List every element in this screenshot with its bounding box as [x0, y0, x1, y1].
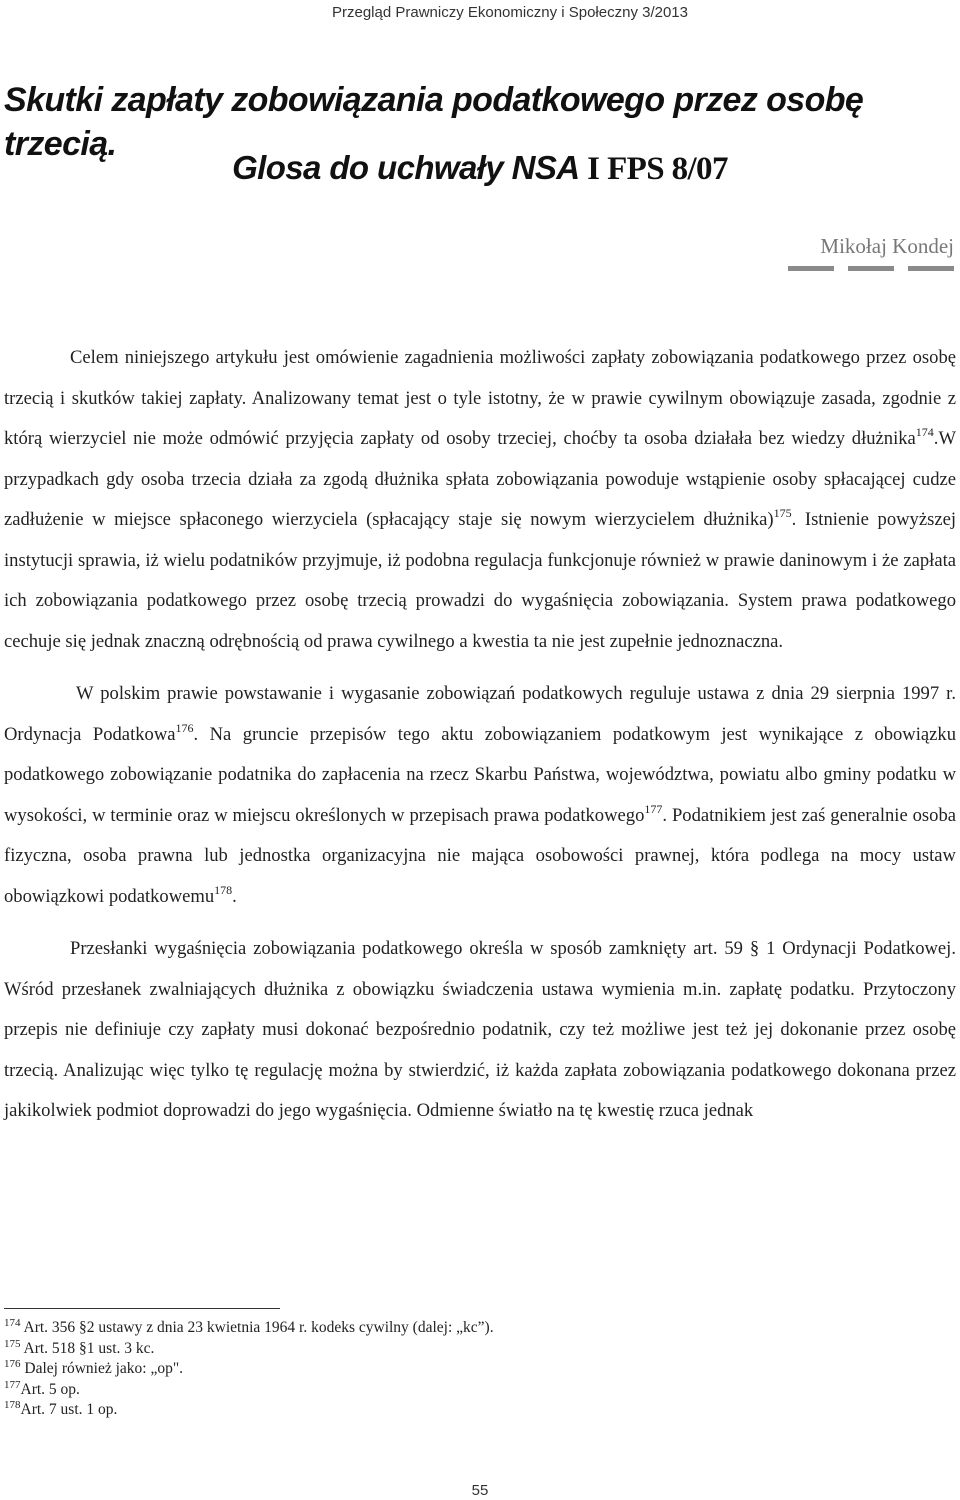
paragraph-3: Przesłanki wygaśnięcia zobowiązania podatkowego określa w sposób zamknięty art. 59 § 1 Ordynacji Podatkowej. Wśród przesłanek zwalniających dłużnika z obowiązku świadczenia ustawa wymienia m.in. zapłatę podatku. Przytoczony przepis nie definiuje czy zapłaty musi dokonać bezpośrednio podatnik, czy też możliwe jest też jej dokonanie przez osobę trzecią. Analizując więc tylko tę regulację można by stwierdzić, iż każda zapłata zobowiązania podatkowego dokonana przez jakikolwiek podmiot doprowadzi do jego wygaśnięcia. Odmienne światło na tę kwestię rzuca jednak: [4, 938, 956, 1121]
author-underline-decoration: [788, 266, 954, 271]
article-title-line-1: Skutki zapłaty zobowiązania podatkowego przez osobę trzecią.: [4, 81, 864, 163]
footnotes: [4, 1318, 904, 1421]
title-gloss-label: Glosa do uchwały NSA: [232, 149, 580, 186]
footnote-ref-175[interactable]: 175: [773, 506, 792, 520]
footnote-176: $^{176}$ Dalej również jako: „op".: [4, 1358, 184, 1378]
footnote-174: $^{174}$ Art. 356 §2 ustawy z dnia 23 kwietnia 1964 r. kodeks cywilny (dalej: „kc”).: [4, 1317, 494, 1336]
page-number: 55: [471, 1482, 489, 1499]
paragraph-2: W polskim prawie powstawanie i wygasanie zobowiązań podatkowych reguluje ustawa z dnia 29 sierpnia 1997 r. Ordynacja Podatkowa$^{176}$. Na gruncie przepisów tego aktu zobowiązaniem podatkowym jest wynikające z obowiązku podatkowego zobowiązanie podatnika do zapłacenia na rzecz Skarbu Państwa, województwa, powiatu albo gminy podatku w wysokości, w terminie oraz w miejscu określonych w przepisach prawa podatkowego$^{177}$. Podatnikiem jest zaś generalnie osoba fizyczna, osoba prawna lub jednostka organizacyjna nie mająca osobowości prawnej, która podlega na mocy ustaw obowiązkowi podatkowemu$^{178}$.: [4, 683, 956, 907]
journal-header: Przegląd Prawniczy Ekonomiczny i Społeczny 3/2013: [331, 4, 688, 21]
footnote-ref-176[interactable]: 176: [175, 720, 194, 735]
footnote-178: $^{178}$Art. 7 ust. 1 op.: [4, 1399, 118, 1419]
footnote-177: $^{177}$Art. 5 op.: [4, 1378, 80, 1398]
footnote-separator: [4, 1308, 280, 1309]
article-body: [4, 338, 956, 1132]
title-case-number: I FPS 8/07: [579, 151, 728, 187]
footnote-175: $^{175}$ Art. 518 §1 ust. 3 kc.: [4, 1337, 155, 1357]
footnote-ref-177[interactable]: 177: [644, 801, 663, 816]
paragraph-1: Celem niniejszego artykułu jest omówienie zagadnienia możliwości zapłaty zobowiązania podatkowego przez osobę trzecią i skutków takiej zapłaty. Analizowany temat jest o tyle istotny, że w prawie cywilnym obowiązuje zasada, zgodnie z którą wierzyciel nie może odmówić przyjęcia zapłaty od osoby trzeciej, choćby ta osoba działała bez wiedzy dłużnika$^{174}$.W przypadkach gdy osoba trzecia działa za zgodą dłużnika spłata zobowiązania powoduje wstąpienie osoby spłacającej cudze zadłużenie w miejsce spłaconego wierzyciela (spłacający staje się nowym wierzycielem dłużnika)$^{175}$. Istnienie powyższej instytucji sprawia, iż wielu podatników przyjmuje, iż podobna regulacja funkcjonuje również w prawie daninowym i że zapłata ich zobowiązania podatkowego przez osobę trzecią prowadzi do wygaśnięcia zobowiązania. System prawa podatkowego cechuje się jednak znaczną odrębnością od prawa cywilnego a kwestia ta nie jest zupełnie jednoznaczna.: [4, 347, 956, 652]
footnote-ref-174[interactable]: 174: [915, 425, 934, 439]
article-title-line-2: [0, 146, 960, 191]
author-name: Mikołaj Kondej: [820, 234, 954, 258]
footnote-ref-178[interactable]: 178: [214, 882, 233, 897]
